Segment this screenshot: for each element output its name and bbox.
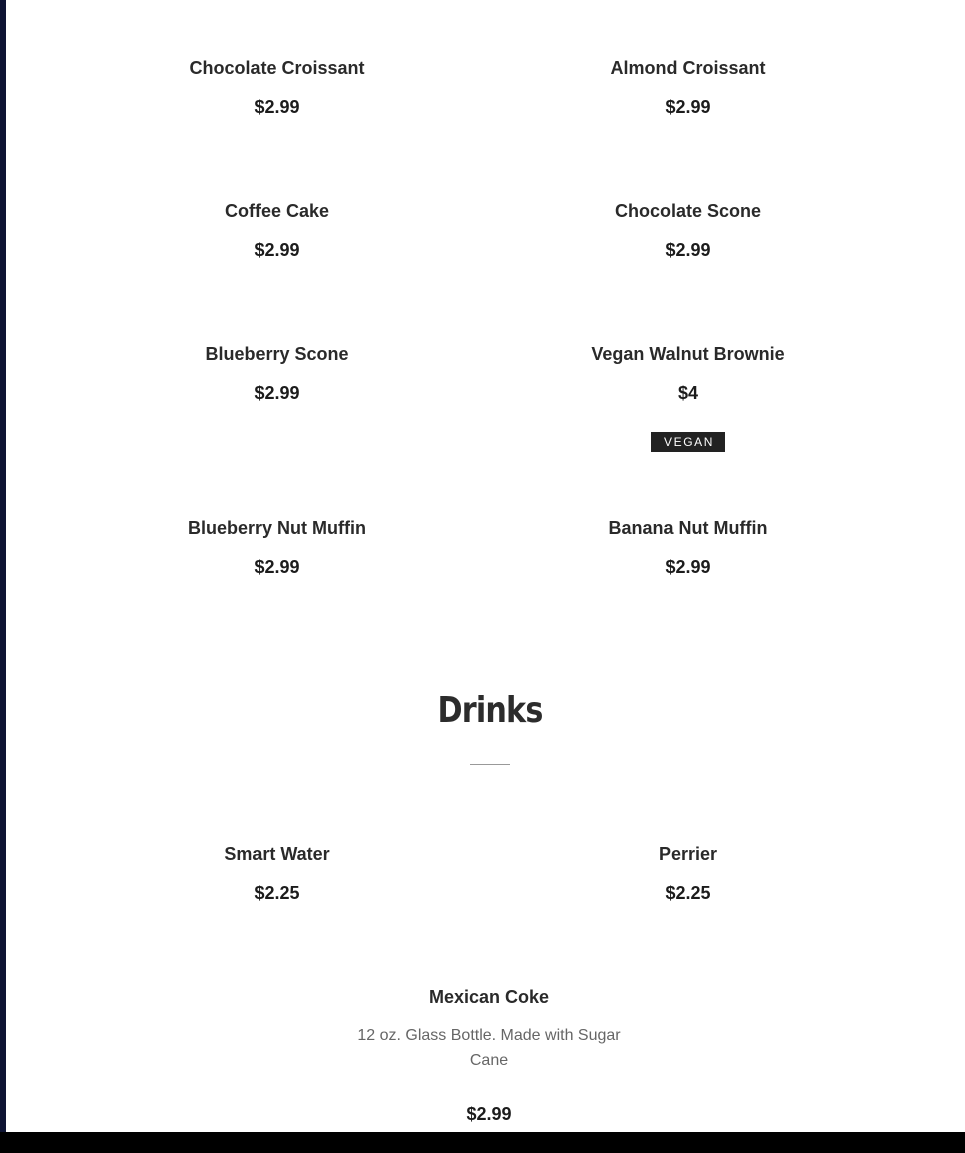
menu-item-name: Perrier bbox=[658, 844, 718, 864]
menu-item-price: $2.99 bbox=[466, 1104, 512, 1124]
menu-item-price: $2.25 bbox=[665, 883, 711, 903]
menu-item-price: $4 bbox=[677, 383, 699, 403]
menu-item-almond-croissant[interactable] bbox=[508, 57, 868, 118]
menu-item-name: Banana Nut Muffin bbox=[608, 518, 768, 538]
menu-item-price: $2.99 bbox=[254, 97, 300, 117]
menu-item-name: Blueberry Nut Muffin bbox=[188, 518, 366, 538]
menu-item-name: Vegan Walnut Brownie bbox=[591, 344, 785, 364]
menu-item-name: Coffee Cake bbox=[224, 201, 330, 221]
menu-item-vegan-walnut-brownie[interactable] bbox=[508, 343, 868, 452]
drinks-section-title: Drinks bbox=[437, 690, 543, 731]
menu-item-perrier[interactable] bbox=[508, 843, 868, 904]
menu-item-chocolate-scone[interactable] bbox=[508, 200, 868, 261]
menu-item-name: Chocolate Croissant bbox=[189, 58, 365, 78]
menu-item-price: $2.25 bbox=[254, 883, 300, 903]
menu-item-coffee-cake[interactable] bbox=[97, 200, 457, 261]
menu-item-name: Almond Croissant bbox=[610, 58, 766, 78]
menu-item-banana-nut-muffin[interactable] bbox=[508, 517, 868, 578]
menu-item-price: $2.99 bbox=[665, 557, 711, 577]
menu-item-blueberry-scone[interactable] bbox=[97, 343, 457, 404]
menu-item-name: Smart Water bbox=[224, 844, 330, 864]
vegan-badge: VEGAN bbox=[651, 432, 725, 452]
menu-item-price: $2.99 bbox=[254, 557, 300, 577]
menu-item-description: 12 oz. Glass Bottle. Made with Sugar Cane bbox=[357, 1027, 621, 1069]
section-divider bbox=[470, 764, 510, 765]
menu-item-name: Chocolate Scone bbox=[614, 201, 762, 221]
menu-item-price: $2.99 bbox=[254, 240, 300, 260]
bottom-bar bbox=[0, 1132, 965, 1153]
menu-item-mexican-coke[interactable] bbox=[309, 986, 669, 1125]
menu-item-price: $2.99 bbox=[665, 97, 711, 117]
menu-item-price: $2.99 bbox=[665, 240, 711, 260]
menu-item-chocolate-croissant[interactable] bbox=[97, 57, 457, 118]
left-edge-strip bbox=[0, 0, 6, 1132]
menu-item-price: $2.99 bbox=[254, 383, 300, 403]
menu-item-name: Blueberry Scone bbox=[205, 344, 349, 364]
menu-item-smart-water[interactable] bbox=[97, 843, 457, 904]
menu-item-name: Mexican Coke bbox=[428, 987, 550, 1007]
menu-item-blueberry-nut-muffin[interactable] bbox=[97, 517, 457, 578]
